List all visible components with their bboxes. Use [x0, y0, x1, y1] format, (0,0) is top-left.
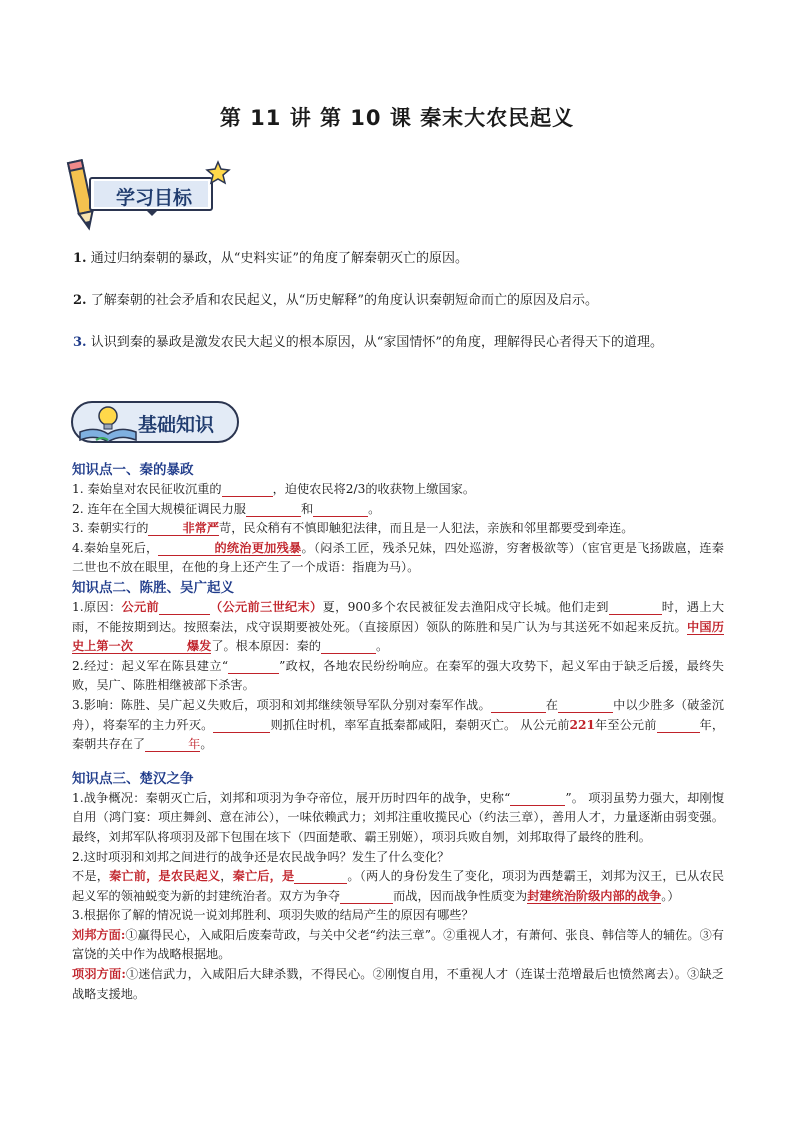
paragraph: 1.战争概况：秦朝灭亡后，刘邦和项羽为争夺帝位，展开历时四年的战争，史称“ ”。 项羽虽势力强大，却刚愎自用（鸿门宴：项庄舞剑、意在沛公），一味依赖武力；刘邦注重收揽民心（约法三章），善用人才，力量逐渐由弱变强。最终，刘邦军队将项羽及部下包围在垓下（四面楚歌、霸王别姬），项羽兵败自刎，刘邦取得了最终的胜利。 [72, 790, 725, 844]
goal-item: 1. 通过归纳秦朝的暴政，从“史料实证”的角度了解秦朝灭亡的原因。 [73, 251, 469, 266]
paragraph: 2. 连年在全国大规模征调民力服 和 。 [72, 501, 381, 516]
goal-item: 2. 了解秦朝的社会矛盾和农民起义，从“历史解释”的角度认识秦朝短命而亡的原因及启示。 [73, 293, 599, 308]
question: 3.根据你了解的情况说一说刘邦胜利、项羽失败的结局产生的原因有哪些？ [72, 908, 474, 923]
paragraph: 2.经过：起义军在陈县建立“ ”政权，各地农民纷纷响应。在秦军的强大攻势下，起义军由于缺乏后援，最终失败，吴广、陈胜相继被部下杀害。 [72, 658, 724, 693]
page-title: 第 11 讲 第 10 课 秦末大农民起义 [219, 106, 575, 130]
section-heading: 知识点二、陈胜、吴广起义 [72, 579, 234, 596]
basics-badge-label: 基础知识 [138, 414, 215, 436]
goal-item: 3. 认识到秦的暴政是激发农民大起义的根本原因，从“家国情怀”的角度，理解得民心者得天下的道理。 [73, 335, 664, 350]
section-heading: 知识点一、秦的暴政 [72, 462, 194, 478]
answer: 不是，秦亡前，是农民起义，秦亡后，是 。（两人的身份发生了变化，项羽为西楚霸王，刘邦为汉王，已从农民起义军的领袖蜕变为新的封建统治者。双方为争夺 而战，因而战争性质变为封建统治阶级内部的战争。） [72, 869, 725, 903]
answer: 刘邦方面:①赢得民心，入咸阳后废秦苛政，与关中父老“约法三章”。②重视人才，有萧何、张良、韩信等人的辅佐。③有富饶的关中作为战略根据地。 [72, 927, 724, 962]
goals-list [73, 246, 723, 372]
knowledge-content [72, 460, 724, 1004]
paragraph: 3. 秦朝实行的 非常严苛，民众稍有不慎即触犯法律，而且是一人犯法，亲族和邻里都要受到牵连。 [72, 521, 634, 536]
paragraph: 1.原因：公元前 （公元前三世纪末）夏，900多个农民被征发去渔阳戍守长城。他们走到 时，遇上大雨，不能按期到达。按照秦法，戍守误期要被处死。（直接原因）领队的陈胜和吴广认为与其送死不如起来反抗。中国历史上第一次 爆发了。根本原因：秦的 。 [72, 599, 725, 654]
paragraph: 1. 秦始皇对农民征收沉重的 ，迫使农民将2/3的收获物上缴国家。 [72, 482, 476, 496]
basics-badge [66, 396, 246, 452]
question: 2.这时项羽和刘邦之间进行的战争还是农民战争吗？发生了什么变化？ [72, 849, 450, 864]
section-heading: 知识点三、楚汉之争 [72, 770, 194, 787]
paragraph: 4.秦始皇死后， 的统治更加残暴。（闷杀工匠，残杀兄妹，四处巡游，穷奢极欲等）（宦官更是飞扬跋扈，连秦二世也不放在眼里，在他的身上还产生了一个成语：指鹿为马）。 [72, 540, 724, 575]
paragraph: 3.影响：陈胜、吴广起义失败后，项羽和刘邦继续领导军队分别对秦军作战。 在 中以少胜多（破釜沉舟），将秦军的主力歼灭。 则抓住时机，率军直抵秦都咸阳，秦朝灭亡。 从公元前221年至公元前 年，秦朝共存在了 年。 [72, 697, 725, 752]
answer: 项羽方面:①迷信武力，入咸阳后大肆杀戮，不得民心。②刚愎自用，不重视人才（连谋士范增最后也愤然离去）。③缺乏战略支援地。 [72, 967, 724, 1001]
goals-badge-label: 学习目标 [116, 187, 193, 209]
goals-badge [66, 150, 236, 232]
